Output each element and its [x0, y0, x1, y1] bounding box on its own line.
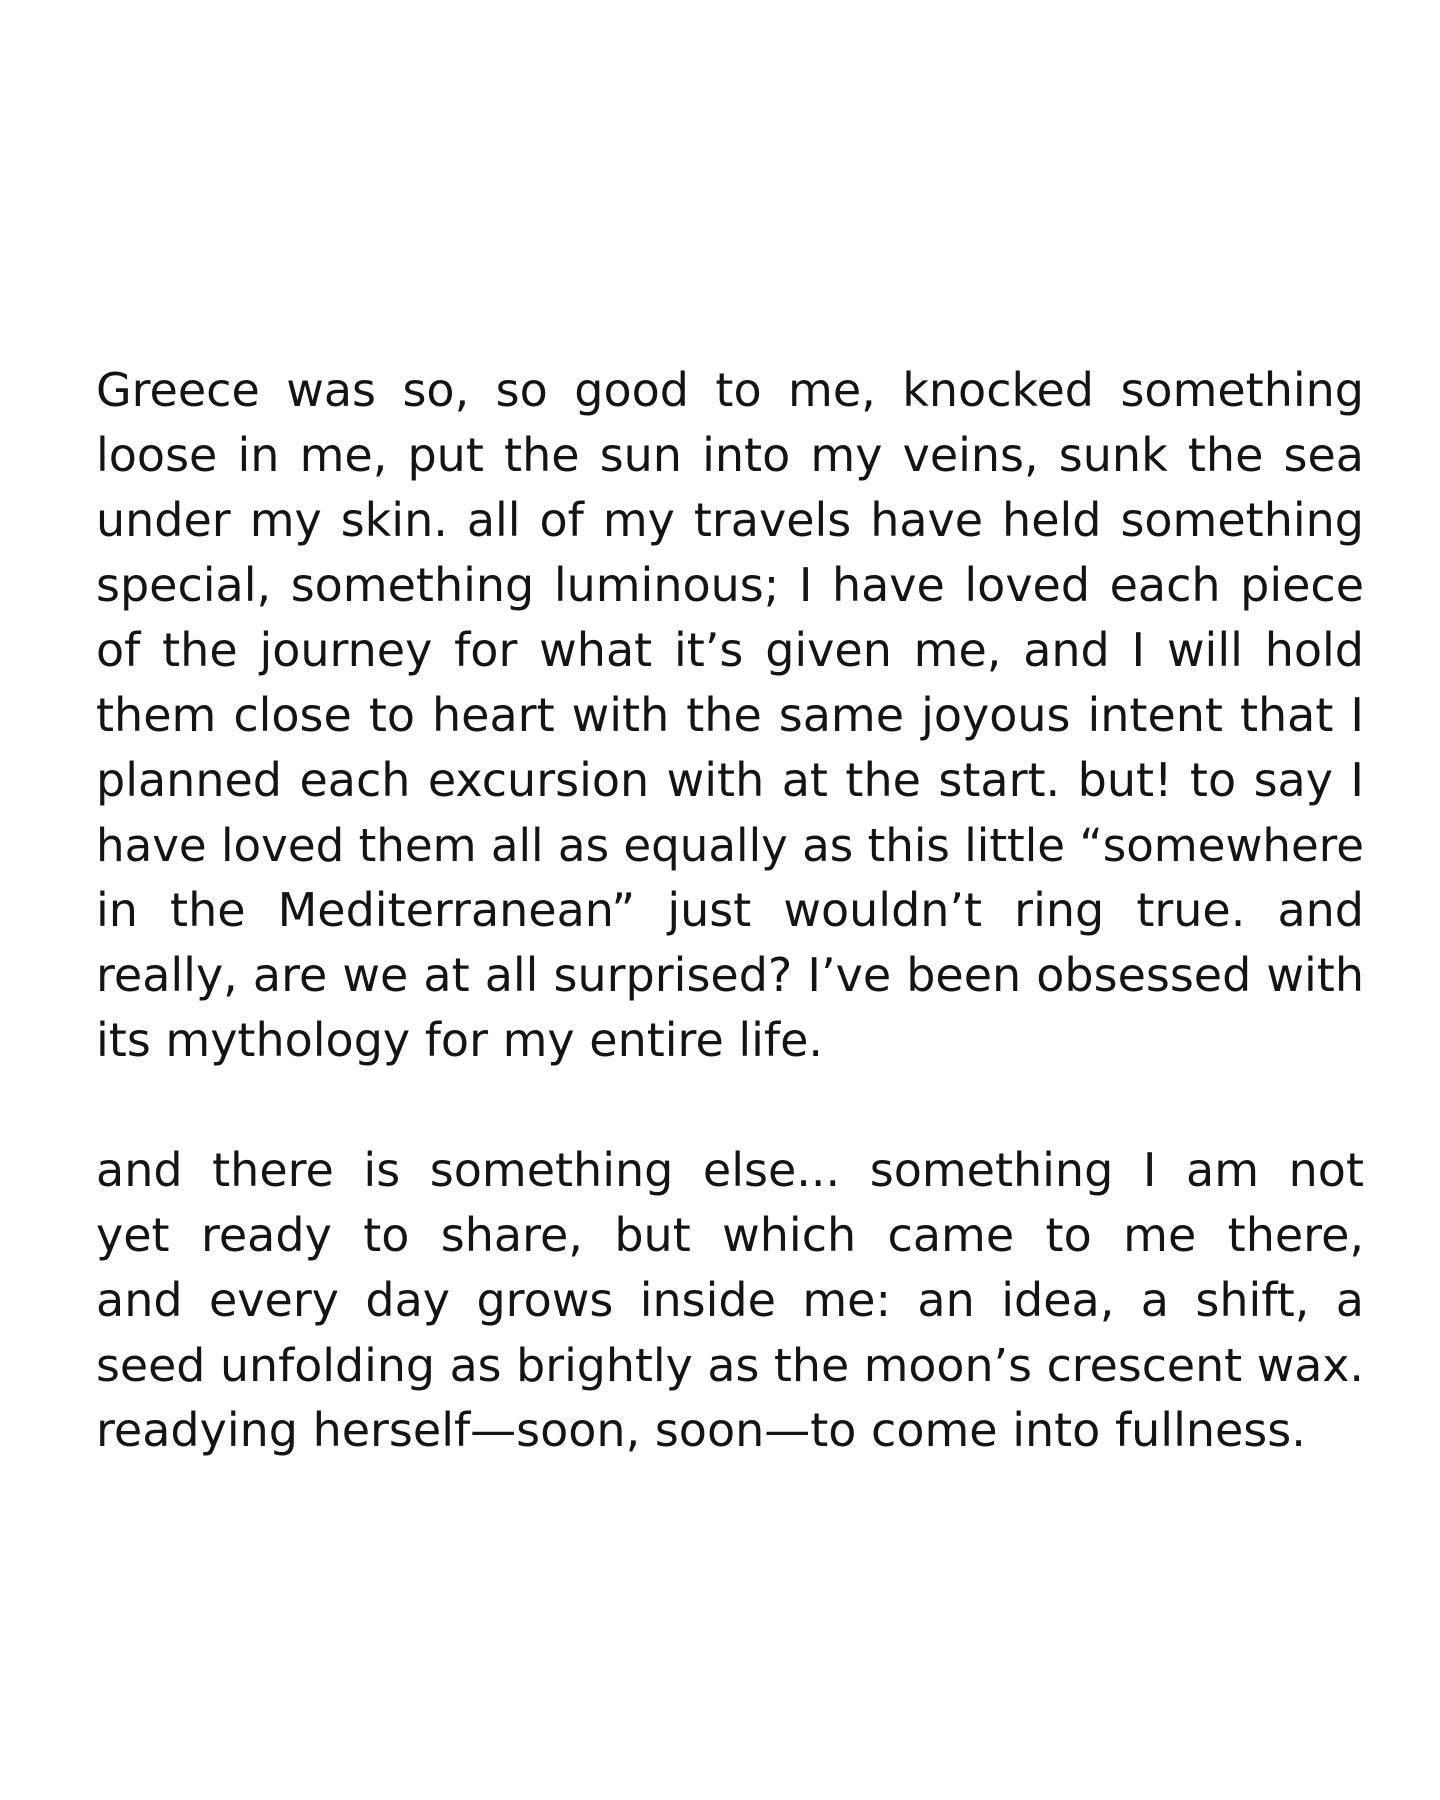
text-document [96, 358, 1364, 1463]
text-line: under my skin. all of my travels have held something [96, 493, 1364, 547]
text-line: loose in me, put the sun into my veins, sunk the sea [96, 428, 1364, 482]
text-line: really, are we at all surprised? I’ve been obsessed with [96, 948, 1364, 1002]
paragraph-spacer [96, 1073, 1364, 1138]
text-line: and there is something else... something I am not [96, 1143, 1364, 1197]
text-line: its mythology for my entire life. [96, 1013, 824, 1067]
text-line: readying herself—soon, soon—to come into fullness. [96, 1403, 1306, 1457]
text-line: and every day grows inside me: an idea, a shift, a [96, 1273, 1364, 1327]
paragraph-1 [96, 358, 1364, 1073]
text-line: planned each excursion with at the start. but! to say I [96, 753, 1364, 807]
paragraph-2 [96, 1138, 1364, 1463]
text-line: yet ready to share, but which came to me there, [96, 1208, 1364, 1262]
text-line: seed unfolding as brightly as the moon’s crescent wax. [96, 1338, 1365, 1392]
text-line: have loved them all as equally as this little “somewhere [96, 819, 1365, 872]
text-line: of the journey for what it’s given me, and I will hold [96, 623, 1364, 677]
text-line: special, something luminous; I have loved each piece [96, 558, 1364, 612]
text-line: Greece was so, so good to me, knocked something [96, 363, 1364, 417]
text-line: them close to heart with the same joyous intent that I [96, 688, 1364, 742]
text-line: in the Mediterranean” just wouldn’t ring true. and [96, 883, 1364, 937]
